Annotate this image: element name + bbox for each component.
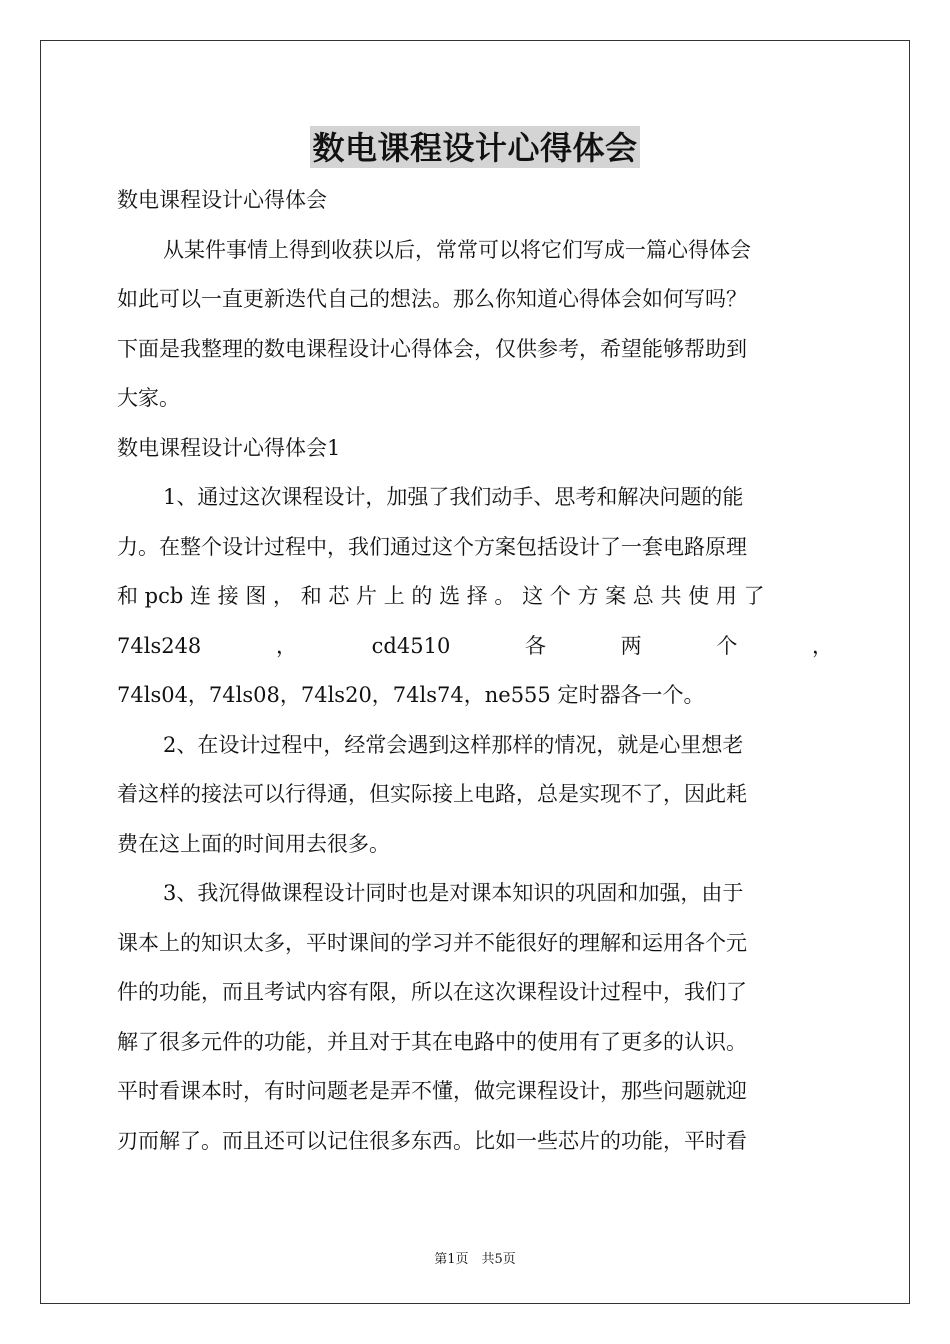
spread-token: ， — [275, 633, 297, 658]
paragraph-3-line: 课本上的知识太多，平时课间的学习并不能很好的理解和运用各个元 — [117, 930, 747, 955]
intro-line: 下面是我整理的数电课程设计心得体会，仅供参考，希望能够帮助到 — [117, 336, 747, 361]
intro-line: 大家。 — [117, 386, 180, 410]
paragraph-1-line: 74ls04，74ls08，74ls20，74ls74，ne555 定时器各一个。 — [117, 683, 705, 707]
spread-token: ， — [812, 633, 833, 658]
paragraph-1-line: 力。在整个设计过程中，我们通过这个方案包括设计了一套电路原理 — [117, 534, 747, 559]
intro-line: 如此可以一直更新迭代自己的想法。那么你知道心得体会如何写吗？ — [117, 287, 747, 311]
paragraph-1-spread-line — [117, 622, 833, 672]
paragraph-1-line: 1、通过这次课程设计，加强了我们动手、思考和解决问题的能 — [163, 485, 744, 509]
title-container — [117, 126, 833, 168]
spread-token: cd4510 — [371, 633, 451, 658]
paragraph-3-line: 件的功能，而且考试内容有限，所以在这次课程设计过程中，我们了 — [117, 980, 747, 1004]
subtitle: 数电课程设计心得体会 — [117, 188, 327, 212]
document-title: 数电课程设计心得体会 — [310, 126, 639, 168]
paragraph-3-line: 3、我沉得做课程设计同时也是对课本知识的巩固和加强，由于 — [163, 881, 744, 905]
paragraph-3-line: 刃而解了。而且还可以记住很多东西。比如一些芯片的功能，平时看 — [117, 1128, 747, 1153]
spread-token: 各 — [524, 633, 546, 658]
spread-token: 个 — [716, 633, 738, 658]
page-footer: 第1页 共5页 — [434, 1252, 516, 1267]
spread-token: 两 — [620, 633, 642, 658]
intro-line: 从某件事情上得到收获以后，常常可以将它们写成一篇心得体会 — [163, 237, 751, 262]
paragraph-2-line: 2、在设计过程中，经常会遇到这样那样的情况，就是心里想老 — [163, 732, 744, 757]
spread-token: 74ls248 — [117, 633, 202, 658]
paragraph-2-line: 费在这上面的时间用去很多。 — [117, 831, 390, 856]
paragraph-1-line: 和 pcb 连 接 图 ， 和 芯 片 上 的 选 择 。 这 个 方 案 总 共 使 用 了 — [117, 584, 765, 608]
section-heading: 数电课程设计心得体会1 — [117, 435, 341, 460]
document-body — [117, 120, 833, 1166]
paragraph-3-line: 平时看课本时，有时问题老是弄不懂，做完课程设计，那些问题就迎 — [117, 1079, 747, 1103]
paragraph-3-line: 解了很多元件的功能，并且对于其在电路中的使用有了更多的认识。 — [117, 1029, 747, 1054]
paragraph-2-line: 着这样的接法可以行得通，但实际接上电路，总是实现不了，因此耗 — [117, 782, 747, 806]
